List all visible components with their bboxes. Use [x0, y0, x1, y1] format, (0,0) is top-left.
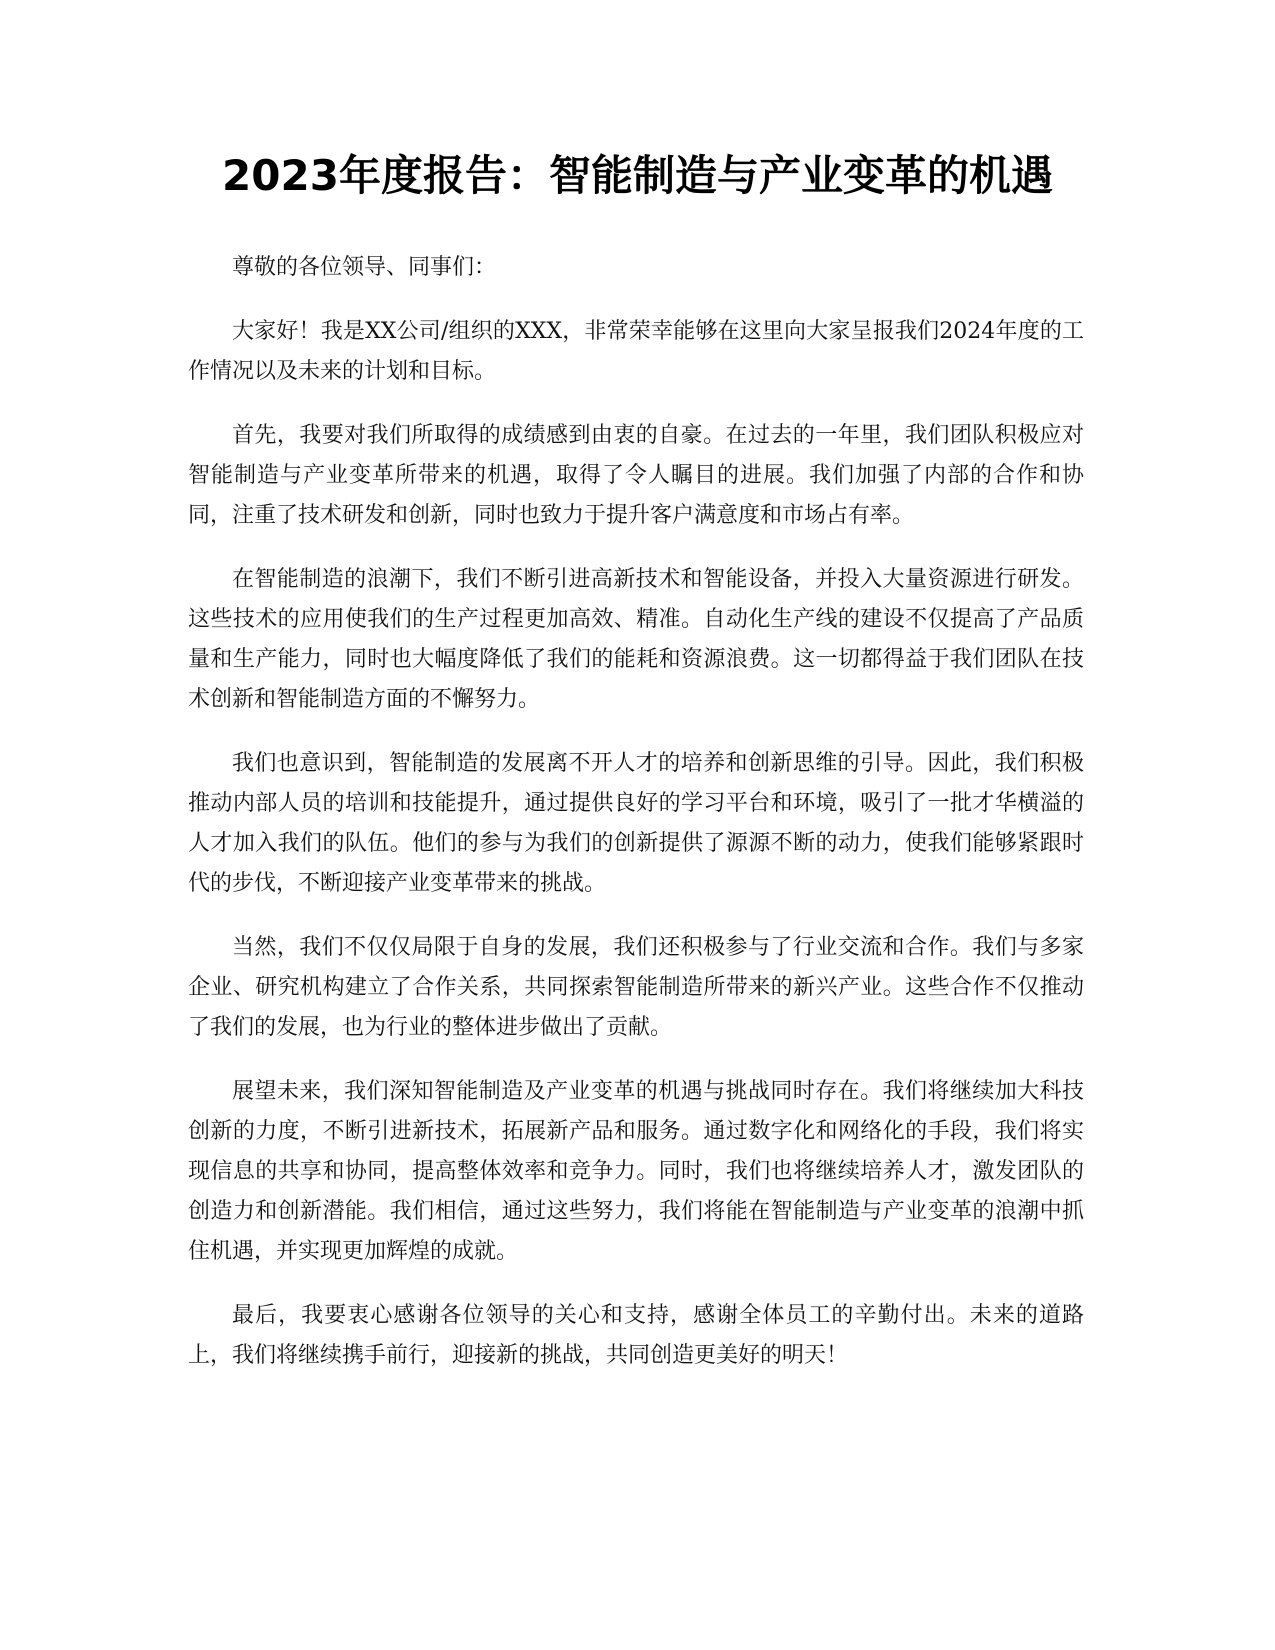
paragraph-closing: 最后，我要衷心感谢各位领导的关心和支持，感谢全体员工的辛勤付出。未来的道路上，我们将继续携手前行，迎接新的挑战，共同创造更美好的明天！: [188, 1303, 1084, 1368]
paragraph-cooperation: 当然，我们不仅仅局限于自身的发展，我们还积极参与了行业交流和合作。我们与多家企业、研究机构建立了合作关系，共同探索智能制造所带来的新兴产业。这些合作不仅推动了我们的发展，也为行业的整体进步做出了贡献。: [188, 935, 1084, 1040]
paragraph-technology: 在智能制造的浪潮下，我们不断引进高新技术和智能设备，并投入大量资源进行研发。这些技术的应用使我们的生产过程更加高效、精准。自动化生产线的建设不仅提高了产品质量和生产能力，同时也大幅度降低了我们的能耗和资源浪费。这一切都得益于我们团队在技术创新和智能制造方面的不懈努力。: [188, 567, 1084, 712]
paragraph-achievements: 首先，我要对我们所取得的成绩感到由衷的自豪。在过去的一年里，我们团队积极应对智能制造与产业变革所带来的机遇，取得了令人瞩目的进展。我们加强了内部的合作和协同，注重了技术研发和创新，同时也致力于提升客户满意度和市场占有率。: [188, 423, 1084, 528]
document-body: [188, 248, 1084, 1400]
paragraph-outlook: 展望未来，我们深知智能制造及产业变革的机遇与挑战同时存在。我们将继续加大科技创新的力度，不断引进新技术，拓展新产品和服务。通过数字化和网络化的手段，我们将实现信息的共享和协同，提高整体效率和竞争力。同时，我们也将继续培养人才，激发团队的创造力和创新潜能。我们相信，通过这些努力，我们将能在智能制造与产业变革的浪潮中抓住机遇，并实现更加辉煌的成就。: [188, 1079, 1084, 1264]
paragraph-salutation: 尊敬的各位领导、同事们：: [232, 255, 497, 280]
paragraph-talent: 我们也意识到，智能制造的发展离不开人才的培养和创新思维的引导。因此，我们积极推动内部人员的培训和技能提升，通过提供良好的学习平台和环境，吸引了一批才华横溢的人才加入我们的队伍。他们的参与为我们的创新提供了源源不断的动力，使我们能够紧跟时代的步伐，不断迎接产业变革带来的挑战。: [188, 751, 1084, 896]
document-title: 2023年度报告：智能制造与产业变革的机遇: [222, 151, 1053, 200]
paragraph-greeting: 大家好！我是XX公司/组织的XXX，非常荣幸能够在这里向大家呈报我们2024年度的工作情况以及未来的计划和目标。: [188, 319, 1084, 384]
